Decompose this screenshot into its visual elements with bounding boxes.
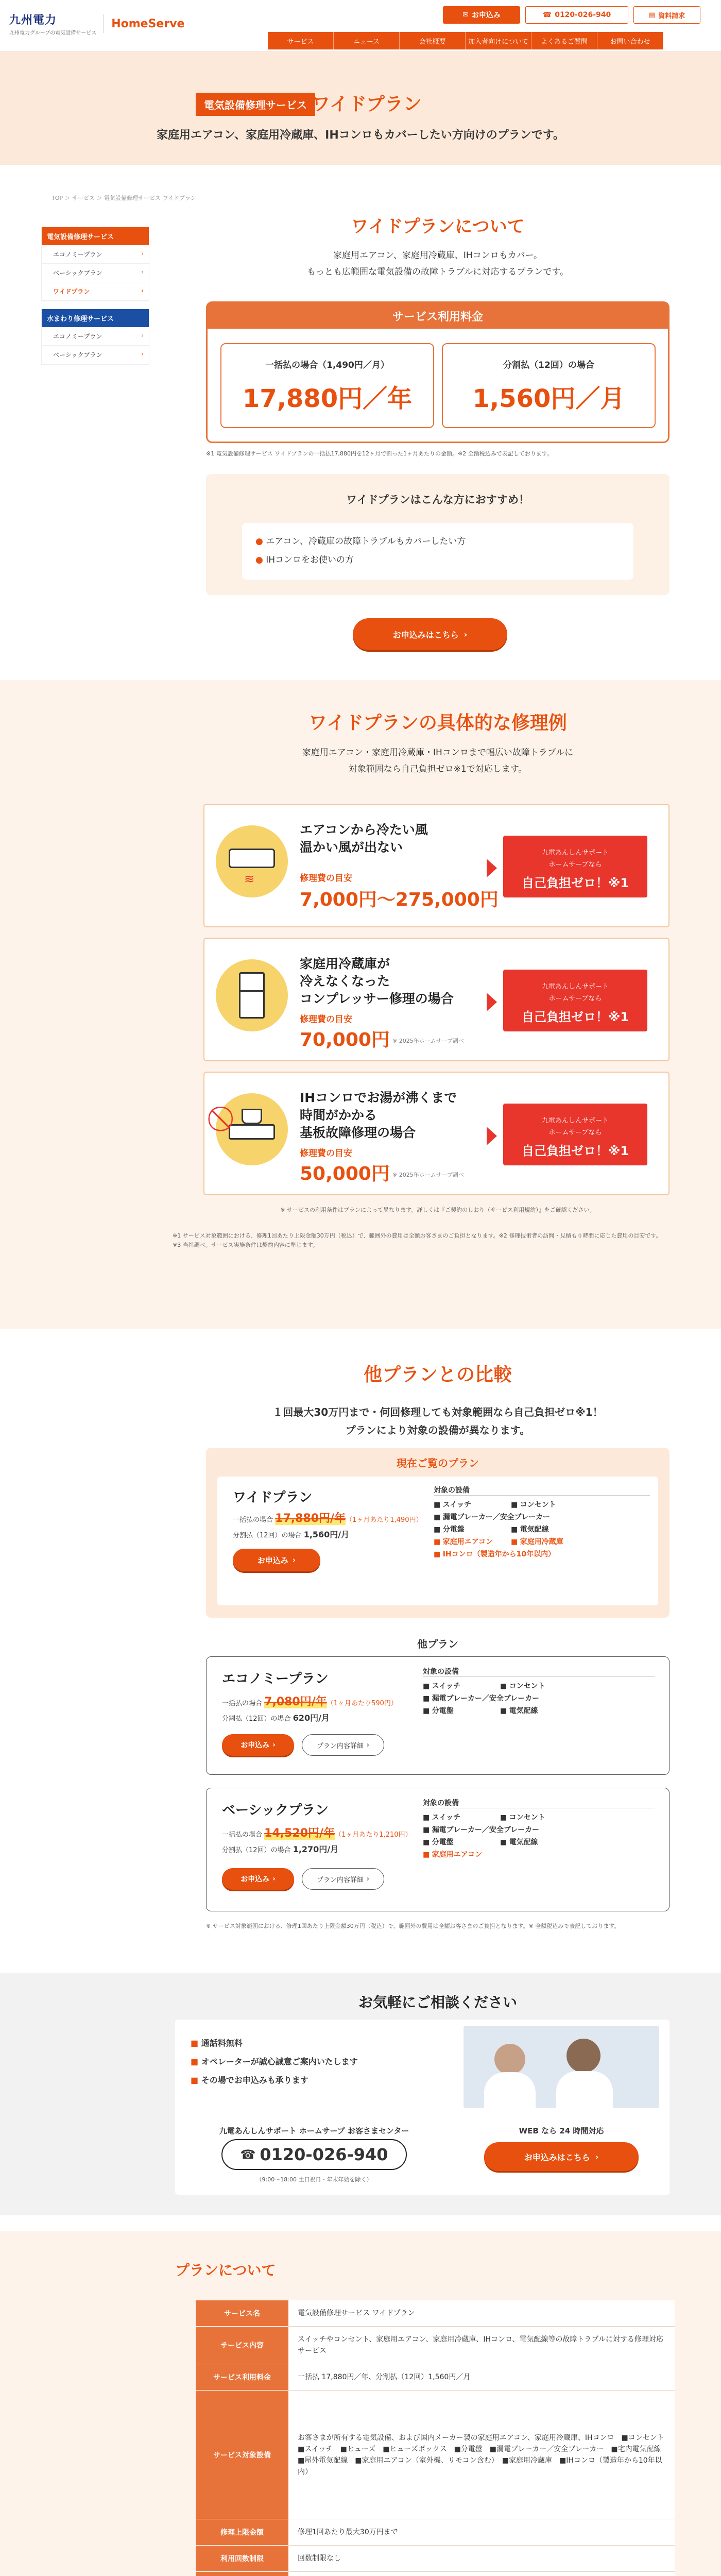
lump-box: [220, 343, 434, 428]
about-line-1: 家庭用エアコン、家庭用冷蔵庫、IHコンロもカバー。: [333, 250, 542, 261]
web-apply-button[interactable]: お申込みはこちら ›: [484, 2142, 639, 2171]
plan-name: ベーシックプラン: [222, 1803, 329, 1818]
plan-lump-price: 14,520円/年: [264, 1827, 335, 1840]
recommend-item: ● IHコンロをお使いの方: [255, 555, 354, 565]
table-row-value: お客さまが所有する電気設備、および国内メーカー製の家庭用エアコン、家庭用冷蔵庫、IHコンロ ■コンセント ■スイッチ ■ヒューズ ■ヒューズボックス ■分電盤 ■漏電ブレーカー／安全ブレーカー ■宅内電気配線 ■屋外電気配線 ■家庭用エアコン（室外機、リモコン含む） ■家庭用冷蔵庫 ■IHコンロ（製造年から10年以内）: [288, 2391, 675, 2519]
table-row-value: 電気設備修理サービス ワイドプラン: [288, 2300, 675, 2327]
plan-detail-button[interactable]: プラン内容詳細 ›: [302, 1868, 384, 1890]
chevron-right-icon: ›: [272, 1875, 276, 1883]
repair-cost: 50,000円: [300, 1163, 390, 1184]
table-row: [196, 2519, 675, 2546]
examples-title: ワイドプランの具体的な修理例: [308, 713, 567, 734]
web-label: WEB なら 24 時間対応: [519, 2126, 604, 2136]
recommend-list: [242, 523, 633, 580]
examples-intro-2: 対象範囲なら自己負担ゼロ※1で対応します。: [348, 764, 527, 774]
sidebar-item-water-economy[interactable]: › エコノミープラン: [42, 327, 149, 346]
plan-apply-button[interactable]: お申込み ›: [222, 1734, 294, 1756]
table-row-header: サービス対象設備: [196, 2391, 288, 2519]
list-item: ■ オペレーターが誠心誠意ご案内いたします: [191, 2057, 358, 2066]
sidebar-group-electric[interactable]: 電気設備修理サービス: [42, 227, 149, 245]
table-row-header: 修理上限金額: [196, 2519, 288, 2546]
card-title: 冷えなくなった: [300, 974, 390, 989]
repair-card-aircon: [203, 804, 670, 927]
source-note: ※ 2025年ホームサーブ調べ: [392, 1172, 464, 1178]
main-nav: [268, 32, 663, 49]
tagline: 九州電力グループの電気設備サービス: [9, 30, 97, 36]
table-row: [196, 2572, 675, 2576]
split-price: 1,560円／月: [472, 384, 625, 413]
coverage-list: 対象の設備 ■ スイッチ ■ コンセント ■ 漏電ブレーカー／安全ブレーカー ■ 分電盤 ■ 電気配線: [423, 1666, 655, 1717]
lump-label: 一括払の場合（1,490円／月）: [265, 360, 389, 370]
plan-table-title: プランについて: [175, 2262, 276, 2279]
sidebar-item-wide[interactable]: › ワイドプラン: [42, 282, 149, 301]
phone-button[interactable]: ☎ 0120-026-940: [525, 6, 628, 24]
recommend-panel: [206, 474, 670, 595]
table-row-value: 一括払 17,880円／年、分割払（12回）1,560円／月: [288, 2364, 675, 2391]
zero-cost-badge: 九電あんしんサポート ホームサーブなら 自己負担ゼロ！※1: [503, 1104, 647, 1165]
hero-subtitle: 家庭用エアコン、家庭用冷蔵庫、IHコンロもカバーしたい方向けのプランです。: [157, 129, 564, 142]
document-icon: ▤: [648, 11, 656, 19]
refrigerator-icon: [216, 959, 288, 1031]
plan-split-price: 620円/月: [293, 1713, 330, 1723]
aircon-icon: ≋: [216, 825, 288, 897]
about-line-2: もっとも広範囲な電気設備の故障トラブルに対応するプランです。: [307, 267, 569, 277]
card-title: IHコンロでお湯が沸くまで: [300, 1090, 457, 1105]
sidebar-item-basic[interactable]: › ベーシックプラン: [42, 264, 149, 282]
plan-name: エコノミープラン: [222, 1671, 329, 1687]
current-plan-heading: 現在ご覧のプラン: [397, 1457, 479, 1469]
fee-note: ※1 電気設備修理サービス ワイドプランの一括払17,880円を12ヶ月で割った1ヶ月あたりの金額。※2 全額税込みで表記しております。: [206, 450, 553, 457]
nav-contact[interactable]: お問い合わせ: [597, 32, 663, 49]
zero-cost-badge: 九電あんしんサポート ホームサーブなら 自己負担ゼロ！※1: [503, 836, 647, 897]
wide-plan-card: ワイドプラン 一括払の場合 17,880円/年（1ヶ月あたり1,490円） 分割払（12回）の場合 1,560円/月 お申込み › 対象の設備 ■ スイッチ ■ コンセント ■ 漏電ブレーカー／安全ブレーカー ■ 分電盤 ■ 電気配線 ■ 家庭用エアコン ■ 家庭用冷蔵庫 ■ IHコンロ（製造年から10年以内）: [217, 1477, 658, 1605]
table-row-header: 利用回数制限: [196, 2546, 288, 2572]
current-plan-panel: [206, 1448, 670, 1618]
phone-icon: ☎: [240, 2147, 256, 2162]
table-row-header: サービス内容: [196, 2327, 288, 2364]
split-box: [442, 343, 656, 428]
repair-cost: 7,000円〜275,000円: [300, 889, 499, 910]
card-title: 家庭用冷蔵庫が: [300, 956, 390, 971]
table-row-header: サービス利用料金: [196, 2364, 288, 2391]
split-label: 分割払（12回）の場合: [503, 360, 594, 370]
sidebar-group-water[interactable]: 水まわり修理サービス: [42, 309, 149, 327]
fee-header: サービス利用料金: [208, 303, 668, 329]
table-row-value: 修理1回あたり最大30万円まで: [288, 2519, 675, 2546]
table-row-header: サービス名: [196, 2300, 288, 2327]
source-note: ※ 2025年ホームサーブ調べ: [392, 1038, 464, 1044]
operator-photo: [464, 2026, 659, 2108]
table-row: [196, 2546, 675, 2572]
list-item: ■ その場でお申込みも承ります: [191, 2075, 308, 2085]
plan-lump-price: 17,880円/年: [275, 1512, 346, 1525]
table-row-value: スイッチやコンセント、家庭用エアコン、家庭用冷蔵庫、IHコンロ、電気配線等の故障トラブルに対する修理対応サービス: [288, 2327, 675, 2364]
hero-title: ワイドプラン: [312, 94, 422, 115]
consult-list: [191, 2034, 358, 2090]
chevron-right-icon: ›: [292, 1555, 296, 1565]
sidebar-item-economy[interactable]: › エコノミープラン: [42, 245, 149, 264]
table-row-header: [196, 2572, 288, 2576]
ih-cooktop-icon: [216, 1093, 288, 1165]
kyuden-logo: 九州電力: [9, 14, 57, 27]
table-row-value: [288, 2572, 675, 2576]
repair-card-ih: [203, 1072, 670, 1195]
card-title: 時間がかかる: [300, 1108, 377, 1123]
chevron-right-icon: ›: [366, 1741, 370, 1749]
chevron-right-icon: ›: [272, 1741, 276, 1749]
nav-faq[interactable]: よくあるご質問: [531, 32, 597, 49]
nav-news[interactable]: ニュース: [334, 32, 400, 49]
nav-company[interactable]: 会社概要: [400, 32, 466, 49]
repair-cost-label: 修理費の目安: [300, 1148, 352, 1159]
apply-button[interactable]: ✉ お申込み: [443, 6, 520, 24]
phone-icon: ☎: [542, 11, 552, 19]
center-name: 九電あんしんサポート ホームサーブ お客さまセンター: [219, 2126, 409, 2136]
plan-lump-price: 7,080円/年: [264, 1696, 327, 1708]
lump-price: 17,880円／年: [242, 384, 413, 413]
card-title: コンプレッサー修理の場合: [300, 991, 454, 1006]
plan-apply-button[interactable]: お申込み ›: [222, 1868, 294, 1890]
table-row: [196, 2327, 675, 2364]
consult-panel: [175, 2020, 670, 2195]
other-plans-heading: 他プラン: [417, 1638, 458, 1650]
nav-services[interactable]: サービス: [268, 32, 334, 49]
table-row-value: 回数制限なし: [288, 2546, 675, 2572]
arrow-right-icon: [487, 859, 497, 877]
repair-cost-label: 修理費の目安: [300, 1014, 352, 1025]
plan-detail-button[interactable]: プラン内容詳細 ›: [302, 1734, 384, 1756]
basic-plan-card: ベーシックプラン 一括払の場合 14,520円/年（1ヶ月あたり1,210円） 分割払（12回）の場合 1,270円/月 お申込み › プラン内容詳細 › 対象の設備 ■ スイッチ ■ コンセント ■ 漏電ブレーカー／安全ブレーカー ■ 分電盤 ■ 電気配線 ■ 家庭用エアコン: [206, 1788, 670, 1911]
arrow-right-icon: [487, 993, 497, 1011]
consult-title: お気軽にご相談ください: [358, 1994, 517, 2011]
card-title: 基板故障修理の場合: [300, 1125, 416, 1140]
sidebar-item-water-basic[interactable]: › ベーシックプラン: [42, 346, 149, 364]
card-title: 温かい風が出ない: [300, 840, 403, 855]
examples-intro-1: 家庭用エアコン・家庭用冷蔵庫・IHコンロまで幅広い故障トラブルに: [302, 748, 574, 758]
plan-split-price: 1,560円/月: [303, 1530, 350, 1539]
apply-cta-button[interactable]: お申込みはこちら ›: [353, 618, 507, 650]
homeserve-logo: HomeServe: [111, 17, 185, 30]
list-item: ■ 通話料無料: [191, 2038, 243, 2048]
compare-lead-2: プランにより対象の設備が異なります。: [345, 1424, 530, 1436]
sidebar: [41, 227, 149, 372]
about-title: ワイドプランについて: [351, 216, 525, 237]
examples-footnotes: ※1 サービス対象範囲における、修理1回あたり上限金額30万円（税込）で、範囲外の費用は全額お客さまのご負担となります。※2 修理技術者の訪問・見積もり時間に応じた費用の目安です。※3 当社調べ。サービス実施条件は契約内容に準じます。: [173, 1232, 662, 1248]
compare-title: 他プランとの比較: [363, 1364, 512, 1385]
plan-name: ワイドプラン: [233, 1490, 313, 1505]
zero-cost-badge: 九電あんしんサポート ホームサーブなら 自己負担ゼロ！※1: [503, 970, 647, 1031]
repair-cost: 70,000円: [300, 1029, 390, 1050]
chevron-right-icon: ›: [464, 629, 468, 639]
card-title: エアコンから冷たい風: [300, 822, 428, 837]
mail-icon: ✉: [462, 11, 469, 19]
coverage-list: 対象の設備 ■ スイッチ ■ コンセント ■ 漏電ブレーカー／安全ブレーカー ■ 分電盤 ■ 電気配線 ■ 家庭用エアコン: [423, 1798, 655, 1861]
recommend-item: ● エアコン、冷蔵庫の故障トラブルもカバーしたい方: [255, 536, 466, 547]
compare-note: ※ サービス対象範囲における、修理1回あたり上限金額30万円（税込）で、範囲外の費用は全額お客さまのご負担となります。※ 全額税込みで表記しております。: [206, 1923, 620, 1929]
breadcrumb[interactable]: TOP ＞ サービス ＞ 電気設備修理サービス ワイドプラン: [52, 195, 196, 201]
repair-cost-label: 修理費の目安: [300, 873, 352, 884]
nav-members[interactable]: 加入者向けについて: [466, 32, 531, 49]
coverage-list: 対象の設備 ■ スイッチ ■ コンセント ■ 漏電ブレーカー／安全ブレーカー ■ 分電盤 ■ 電気配線 ■ 家庭用エアコン ■ 家庭用冷蔵庫 ■ IHコンロ（製造年から10年以内）: [434, 1485, 650, 1561]
plan-apply-button[interactable]: お申込み ›: [233, 1549, 320, 1571]
chevron-right-icon: ›: [595, 2151, 599, 2162]
chevron-right-icon: ›: [366, 1875, 370, 1883]
arrow-right-icon: [487, 1127, 497, 1145]
site-header: [0, 0, 721, 52]
consult-hours: （9:00〜18:00 土日祝日・年末年始を除く）: [256, 2176, 372, 2183]
examples-after-note: ※ サービスの利用条件はプランによって異なります。詳しくは『ご契約のしおり（サービス利用規約）』をご確認ください。: [280, 1207, 595, 1213]
docs-button[interactable]: ▤ 資料請求: [633, 6, 700, 24]
plan-table: [196, 2300, 675, 2576]
table-row: [196, 2364, 675, 2391]
economy-plan-card: エコノミープラン 一括払の場合 7,080円/年（1ヶ月あたり590円） 分割払（12回）の場合 620円/月 お申込み › プラン内容詳細 › 対象の設備 ■ スイッチ ■ コンセント ■ 漏電ブレーカー／安全ブレーカー ■ 分電盤 ■ 電気配線: [206, 1656, 670, 1775]
plan-split-price: 1,270円/月: [293, 1844, 339, 1854]
hero: [0, 52, 721, 165]
repair-card-fridge: [203, 938, 670, 1061]
consult-phone[interactable]: ☎ 0120-026-940: [221, 2139, 407, 2170]
hero-category: 電気設備修理サービス: [196, 93, 315, 116]
table-row: [196, 2300, 675, 2327]
logo[interactable]: [9, 11, 184, 36]
table-row: [196, 2391, 675, 2519]
recommend-title: ワイドプランはこんな方におすすめ！: [346, 494, 529, 506]
compare-lead-1: １回最大30万円まで・何回修理しても対象範囲なら自己負担ゼロ※1！: [272, 1406, 603, 1418]
fee-panel: [206, 301, 670, 443]
